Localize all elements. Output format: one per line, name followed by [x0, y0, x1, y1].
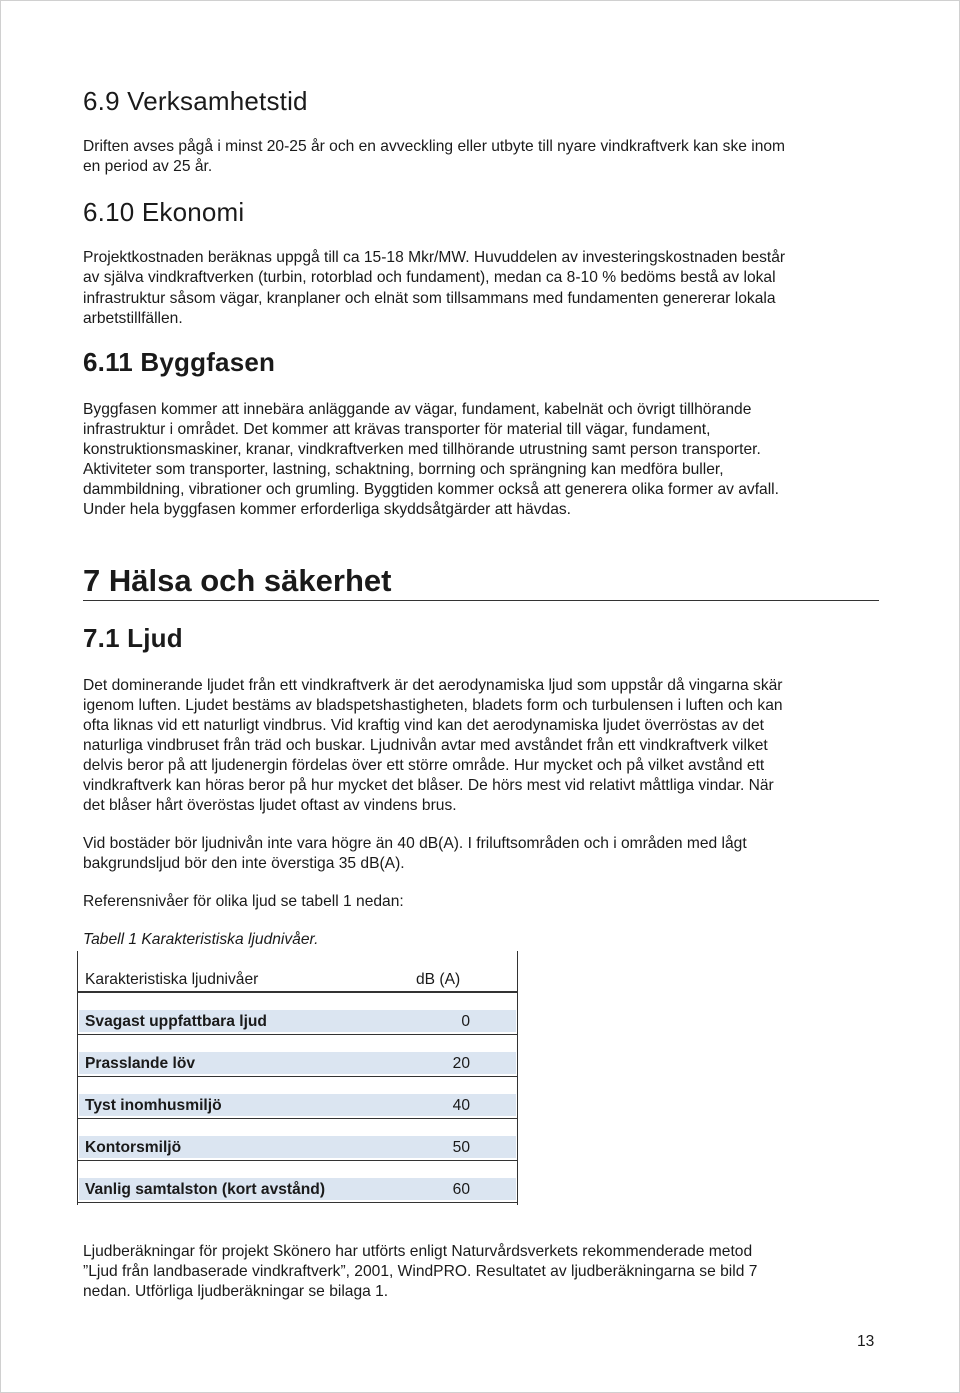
paragraph-line: ”Ljud från landbaserade vindkraftverk”, 2001, WindPRO. Resultatet av ljudberäkningarna se bild 7 — [83, 1263, 758, 1280]
paragraph-line: Aktiviteter som transporter, lastning, schaktning, borrning och sprängning kan medföra buller, — [83, 461, 724, 478]
table-row-border — [77, 1202, 518, 1203]
table-cell-value: 20 — [452, 1055, 470, 1072]
table-header-value: dB (A) — [416, 971, 461, 988]
paragraph-line: konstruktionsmaskiner, kranar, vindkraftverken med tillhörande utrustning samt person transporter. — [83, 441, 761, 458]
paragraph-line: Driften avses pågå i minst 20-25 år och en avveckling eller utbyte till nyare vindkraftverk kan ske inom — [83, 138, 786, 155]
paragraph-line: Byggfasen kommer att innebära anläggande av vägar, fundament, kabelnät och övrigt tillhörande — [83, 401, 752, 418]
table-cell-label: Vanlig samtalston (kort avstånd) — [85, 1181, 326, 1198]
table-row — [77, 1077, 518, 1119]
table-cell-label: Tyst inomhusmiljö — [85, 1097, 222, 1114]
paragraph-line: en period av 25 år. — [83, 158, 213, 175]
table-cell-value: 60 — [452, 1181, 470, 1198]
table-row — [77, 1035, 518, 1077]
table-cell-value: 0 — [461, 1013, 470, 1030]
table-row — [77, 1119, 518, 1161]
paragraph-line: nedan. Utförliga ljudberäkningar se bilaga 1. — [83, 1283, 389, 1300]
paragraph-line: Det dominerande ljudet från ett vindkraftverk är det aerodynamiska ljud som uppstår då vingarna skär — [83, 677, 783, 694]
paragraph-line: bakgrundsljud bör den inte överstiga 35 dB(A). — [83, 855, 405, 872]
table-header-label: Karakteristiska ljudnivåer — [85, 971, 259, 988]
paragraph-line: Projektkostnaden beräknas uppgå till ca 15-18 Mkr/MW. Huvuddelen av investeringskostnaden består — [83, 249, 786, 266]
paragraph-line: Ljudberäkningar för projekt Skönero har utförts enligt Naturvårdsverkets rekommenderade metod — [83, 1243, 753, 1260]
table-cell-value: 40 — [452, 1097, 470, 1114]
paragraph-line: igenom luften. Ljudet bestäms av bladspetshastigheten, bladets form och turbulensen i luften och kan — [83, 697, 783, 714]
paragraph-line: vindkraftverk kan höras beror på hur mycket det blåser. De hörs mest vid relativt måttliga vindar. När — [83, 777, 774, 794]
table-cell-label: Kontorsmiljö — [85, 1139, 182, 1156]
paragraph-line: det blåser hårt överöstas ljudet oftast av vindens brus. — [83, 797, 457, 814]
table-header-row — [77, 951, 518, 993]
heading-underline — [83, 600, 879, 601]
table-row — [77, 993, 518, 1035]
paragraph-line: Under hela byggfasen kommer erforderliga skyddsåtgärder att hävdas. — [83, 501, 571, 518]
heading-7-1: 7.1 Ljud — [83, 623, 183, 653]
heading-6-11: 6.11 Byggfasen — [83, 347, 276, 377]
table-caption: Tabell 1 Karakteristiska ljudnivåer. — [83, 931, 319, 948]
heading-7: 7 Hälsa och säkerhet — [83, 563, 392, 598]
paragraph-line: infrastruktur såsom vägar, kranplaner och elnät som tillsammans med fundamenten genererar lokala — [83, 290, 776, 307]
paragraph-line: ofta liknas vid ett naturligt vindbrus. Vid kraftig vind kan det aerodynamiska ljudet överröstas av det — [83, 717, 765, 734]
table-cell-value: 50 — [452, 1139, 470, 1156]
page-number: 13 — [857, 1333, 875, 1350]
table-cell-label: Svagast uppfattbara ljud — [85, 1013, 267, 1030]
paragraph-line: Vid bostäder bör ljudnivån inte vara högre än 40 dB(A). I friluftsområden och i områden med lågt — [83, 835, 747, 852]
table-row — [77, 1161, 518, 1203]
paragraph-line: delvis beror på att ljudenergin fördelas över ett större område. Hur mycket och på vilket avstånd ett — [83, 757, 765, 774]
paragraph-line: Referensnivåer för olika ljud se tabell 1 nedan: — [83, 893, 404, 910]
paragraph-line: av själva vindkraftverken (turbin, rotorblad och fundament), medan ca 8-10 % bedöms bestå av lokal — [83, 269, 776, 286]
paragraph-line: arbetstillfällen. — [83, 310, 183, 327]
paragraph-line: infrastruktur i området. Det kommer att krävas transporter för material till vägar, fundament, — [83, 421, 711, 438]
heading-6-10: 6.10 Ekonomi — [83, 197, 245, 227]
paragraph-line: naturliga vindbruset från träd och buskar. Ljudnivån avtar med avståndet från ett vindkraftverk vilket — [83, 737, 768, 754]
paragraph-line: dammbildning, vibrationer och grumling. Byggtiden kommer också att generera olika former av avfall. — [83, 481, 779, 498]
table-cell-label: Prasslande löv — [85, 1055, 196, 1072]
heading-6-9: 6.9 Verksamhetstid — [83, 86, 308, 116]
